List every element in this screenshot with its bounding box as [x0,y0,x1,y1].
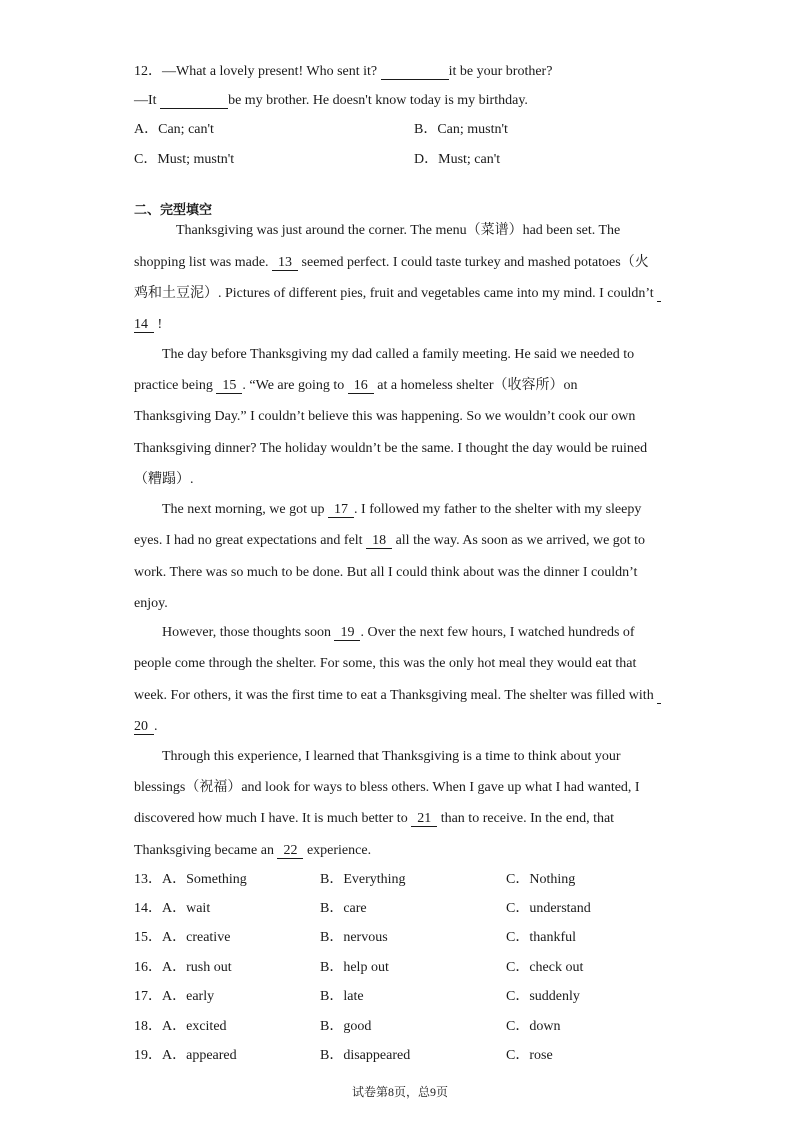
question-number: 18． [134,1019,162,1034]
option-a: A．excited [162,1019,227,1034]
option-a: A．rush out [162,960,232,975]
option-label: B． [414,122,438,137]
blank-15: 15 [216,378,242,394]
text: practice being [134,378,213,393]
passage-p3-line4: enjoy. [134,596,168,611]
text: . [154,719,158,734]
option-a: A．early [162,989,215,1004]
q12-number: 12． [134,64,162,79]
text: all the way. As soon as we arrived, we got to [395,533,646,548]
passage-p5-line2: blessings（祝福）and look for ways to bless others. When I gave up what I had wanted, I [134,780,640,795]
q12-option-a [134,121,214,139]
option-c: C．down [506,1019,561,1034]
option-c: C．Nothing [506,872,576,887]
passage-p4-line1 [162,624,635,642]
question-number: 16． [134,960,162,975]
q12-line2 [134,92,528,110]
option-b: B．nervous [320,930,388,945]
blank-18: 18 [366,533,392,549]
option-label: D． [414,152,439,167]
passage-p4-line4 [134,718,158,736]
question-number: 13． [134,872,162,887]
option-label: C． [134,152,158,167]
text: week. For others, it was the first time to eat a Thanksgiving meal. The shelter was filled with [134,688,654,703]
option-c: C．rose [506,1048,553,1063]
text: Thanksgiving became an [134,843,274,858]
question-number: 15． [134,930,162,945]
question-number: 17． [134,989,162,1004]
text: The next morning, we got up [162,502,325,517]
option-c: C．thankful [506,930,576,945]
option-b: B．care [320,901,367,916]
passage-p5-line4 [134,842,371,860]
option-b: B．good [320,1019,372,1034]
text: 鸡和土豆泥）. Pictures of different pies, fruit and vegetables came into my mind. I couldn’t [134,286,654,301]
option-text: Must; can't [438,152,501,167]
option-b: B．help out [320,960,389,975]
text: eyes. I had no great expectations and felt [134,533,363,548]
option-b: B．late [320,989,364,1004]
text: . I followed my father to the shelter with my sleepy [354,502,642,517]
option-a: A．Something [162,872,247,887]
passage-p4-line2: people come through the shelter. For some, this was the only hot meal they would eat that [134,656,637,671]
text: . Over the next few hours, I watched hundreds of [360,625,635,640]
text: experience. [306,843,372,858]
option-text: Can; mustn't [437,122,508,137]
text: at a homeless shelter（收容所）on [377,378,578,393]
passage-p5-line3 [134,810,614,828]
blank-13: 13 [272,255,298,271]
q12-option-c [134,151,234,169]
text: discovered how much I have. It is much better to [134,811,408,826]
option-c: C．check out [506,960,584,975]
option-label: A． [134,122,159,137]
q12-option-d [414,151,500,169]
passage-p4-line3 [134,687,661,705]
text: . “We are going to [242,378,345,393]
section-title: 二、完型填空 [134,203,213,218]
text: However, those thoughts soon [162,625,331,640]
passage-p1-line4 [134,316,162,334]
passage-p2-line1: The day before Thanksgiving my dad called a family meeting. He said we needed to [162,347,635,362]
option-a: A．wait [162,901,211,916]
blank-17: 17 [328,502,354,518]
text: ! [157,317,163,332]
option-a: A．appeared [162,1048,237,1063]
passage-p2-line5: （糟蹋）. [134,472,194,487]
blank-19: 19 [334,625,360,641]
option-b: B．disappeared [320,1048,411,1063]
passage-p1-line3 [134,285,661,303]
page-footer: 试卷第8页，总9页 [351,1085,448,1099]
passage-p1-line2 [134,254,649,272]
text: seemed perfect. I could taste turkey and mashed potatoes（火 [301,255,649,270]
blank-14: 14 [134,317,154,333]
blank-20-start [657,688,661,704]
q12-blank-2 [160,93,228,109]
passage-p3-line3: work. There was so much to be done. But all I could think about was the dinner I couldn’t [134,565,638,580]
q12-line1-text-a: —What a lovely present! Who sent it? [162,64,378,79]
option-b: B．Everything [320,872,406,887]
q12-line1-text-b: it be your brother? [448,64,553,79]
passage-p1-line1: Thanksgiving was just around the corner. The menu（菜谱）had been set. The [176,223,621,238]
blank-22: 22 [277,843,303,859]
q12-option-b [414,121,508,139]
option-a: A．creative [162,930,231,945]
q12-line2-text-a: —It [134,93,157,108]
question-number: 19． [134,1048,162,1063]
option-c: C．suddenly [506,989,580,1004]
passage-p3-line2 [134,532,645,550]
blank-16: 16 [348,378,374,394]
option-text: Can; can't [158,122,214,137]
passage-p3-line1 [162,501,641,519]
passage-p2-line4: Thanksgiving dinner? The holiday wouldn’t be the same. I thought the day would be ruined [134,441,648,456]
blank-21: 21 [411,811,437,827]
passage-p2-line2 [134,377,578,395]
option-c: C．understand [506,901,591,916]
passage-p2-line3: Thanksgiving Day.” I couldn’t believe this was happening. So we wouldn’t cook our own [134,409,636,424]
option-text: Must; mustn't [157,152,235,167]
text: shopping list was made. [134,255,269,270]
passage-p5-line1: Through this experience, I learned that Thanksgiving is a time to think about your [162,749,621,764]
blank-20: 20 [134,719,154,735]
q12-blank-1 [381,64,449,80]
q12-line1 [134,63,552,81]
question-number: 14． [134,901,162,916]
blank-14-start [657,286,661,302]
q12-line2-text-b: be my brother. He doesn't know today is my birthday. [228,93,528,108]
text: than to receive. In the end, that [440,811,615,826]
